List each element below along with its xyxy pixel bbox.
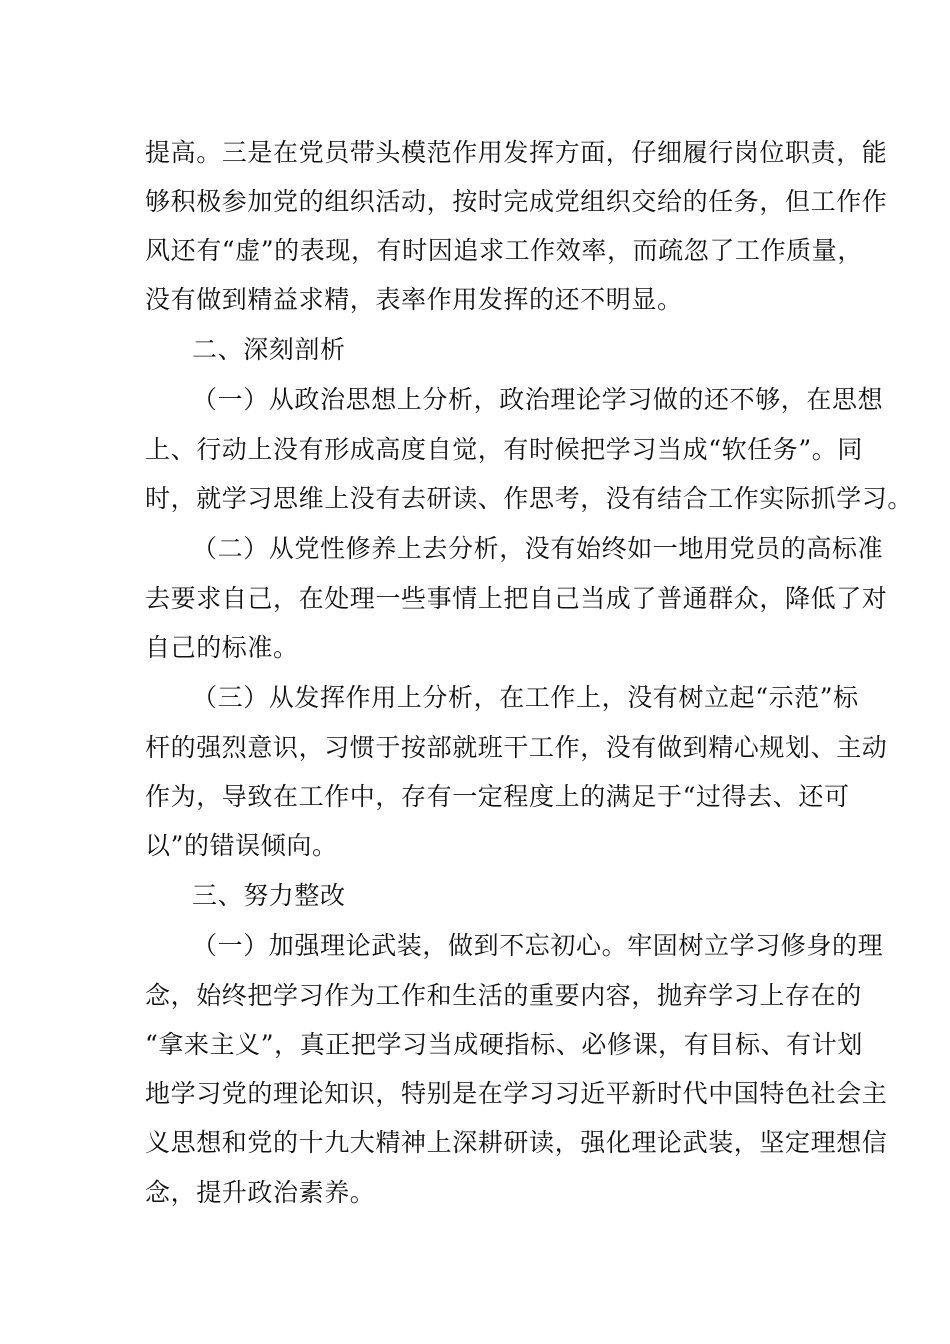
paragraph-line: “拿来主义”，真正把学习当成硬指标、必修课，有目标、有计划: [145, 1030, 863, 1059]
paragraph-line: 地学习党的理论知识，特别是在学习习近平新时代中国特色社会主: [145, 1079, 888, 1108]
paragraph-line: 作为，导致在工作中，存有一定程度上的满足于“过得去、还可: [145, 782, 850, 811]
paragraph-line: 念，始终把学习作为工作和生活的重要内容，抛弃学习上存在的: [145, 981, 862, 1010]
paragraph-line: （一）从政治思想上分析，政治理论学习做的还不够，在思想: [192, 385, 884, 414]
paragraph-line: 义思想和党的十九大精神上深耕研读，强化理论武装，坚定理想信: [145, 1128, 888, 1157]
paragraph-line: 以”的错误倾向。: [145, 831, 338, 860]
paragraph-line: 杆的强烈意识，习惯于按部就班干工作，没有做到精心规划、主动: [145, 733, 888, 762]
paragraph-line: 自己的标准。: [145, 633, 299, 662]
paragraph-line: 念，提升政治素养。: [145, 1178, 376, 1207]
paragraph-line: 风还有“虚”的表现，有时因追求工作效率，而疏忽了工作质量，: [145, 236, 863, 265]
paragraph-line: 上、行动上没有形成高度自觉，有时候把学习当成“软任务”。同: [145, 435, 863, 464]
paragraph-line: 去要求自己，在处理一些事情上把自己当成了普通群众，降低了对: [145, 584, 888, 613]
paragraph-line: （一）加强理论武装，做到不忘初心。牢固树立学习修身的理: [192, 931, 884, 960]
section-heading: 二、深刻剖析: [192, 335, 346, 364]
paragraph-line: （二）从党性修养上去分析，没有始终如一地用党员的高标准: [192, 534, 884, 563]
paragraph-line: 够积极参加党的组织活动，按时完成党组织交给的任务，但工作作: [145, 187, 888, 216]
paragraph-line: （三）从发挥作用上分析，在工作上，没有树立起“示范”标: [192, 683, 859, 712]
section-heading: 三、努力整改: [192, 881, 346, 910]
paragraph-line: 没有做到精益求精，表率作用发挥的还不明显。: [145, 285, 683, 314]
paragraph-line: 时，就学习思维上没有去研读、作思考，没有结合工作实际抓学习。: [145, 484, 914, 513]
paragraph-line: 提高。三是在党员带头模范作用发挥方面，仔细履行岗位职责，能: [145, 138, 888, 167]
